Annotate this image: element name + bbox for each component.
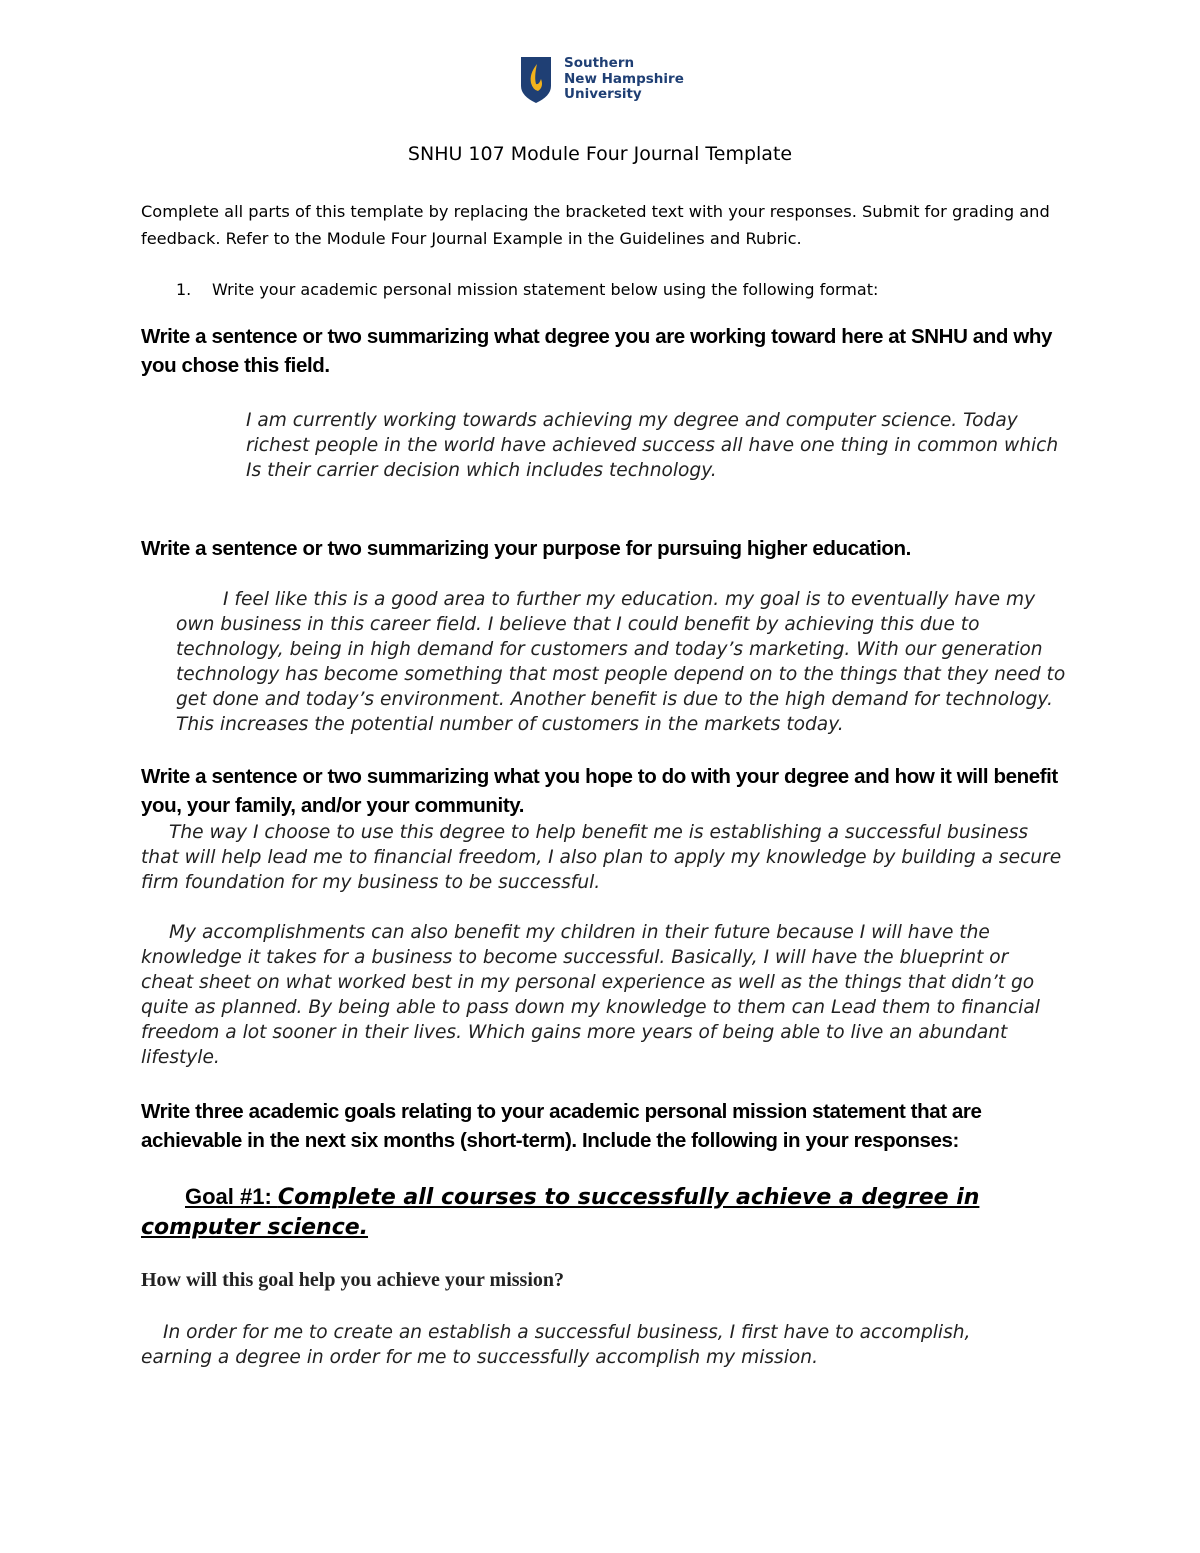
degree-heading: Write a sentence or two summarizing what degree you are working toward here at SNHU and why you chose this field. <box>141 325 1052 377</box>
purpose-answer: I feel like this is a good area to further my education. my goal is to eventually have my own business in this career field. I believe that I could benefit by achieving this due to technology, being in high demand for customers and today’s marketing. With our generation technology has become something that most people depend on to the things that they need to get done and today’s environment. Another benefit is due to the high demand for technology. This increases the potential number of customers in the markets today. <box>176 589 1066 735</box>
degree-answer: I am currently working towards achieving my degree and computer science. Today richest people in the world have achieved success all have one thing in common which Is their carrier decision which includes technology. <box>246 410 1059 481</box>
intro-paragraph: Complete all parts of this template by replacing the bracketed text with your responses. Submit for grading and feedback. Refer to the Module Four Journal Example in the Guidelines and Rubric. <box>141 202 1050 248</box>
goal-1-answer: In order for me to create an establish a successful business, I first have to accomplish, earning a degree in order for me to successfully accomplish my mission. <box>141 1322 971 1368</box>
goal-1-question: How will this goal help you achieve your mission? <box>141 1269 565 1291</box>
document-title: SNHU 107 Module Four Journal Template <box>407 143 793 165</box>
list-number: 1. <box>176 280 192 299</box>
list-text: Write your academic personal mission statement below using the following format: <box>212 280 879 299</box>
hope-answer-paragraph-2: My accomplishments can also benefit my children in their future because I will have the knowledge it takes for a business to become successful. Basically, I will have the blueprint or cheat sheet on what worked best in my personal experience as well as the things that didn’t go quite as planned. By being able to pass down my knowledge to them can Lead them to financial freedom a lot sooner in their lives. Which gains more years of being able to live an abundant lifestyle. <box>141 922 1040 1068</box>
hope-heading: Write a sentence or two summarizing what you hope to do with your degree and how it will benefit you, your family, and/or your community. <box>141 765 1058 817</box>
goals-heading: Write three academic goals relating to your academic personal mission statement that are achievable in the next six months (short-term). Include the following in your responses: <box>141 1100 982 1152</box>
goal-1-text: Complete all courses to successfully achieve a degree in computer science. <box>141 1185 980 1240</box>
numbered-instruction <box>176 278 878 302</box>
logo-line-2: New Hampshire <box>564 70 684 87</box>
purpose-heading: Write a sentence or two summarizing your purpose for pursuing higher education. <box>141 537 911 560</box>
goal-1 <box>141 1182 1071 1242</box>
logo-line-3: University <box>564 86 642 102</box>
goal-1-label: Goal #1: <box>185 1184 278 1209</box>
logo-wordmark <box>564 56 684 103</box>
hope-answer-paragraph-1: The way I choose to use this degree to help benefit me is establishing a successful business that will help lead me to financial freedom, I also plan to apply my knowledge by building a secure firm foundation for my business to be successful. <box>141 822 1062 893</box>
logo-line-1: Southern <box>564 55 635 71</box>
snhu-logo <box>520 56 684 104</box>
snhu-shield-flame-icon <box>520 56 552 104</box>
